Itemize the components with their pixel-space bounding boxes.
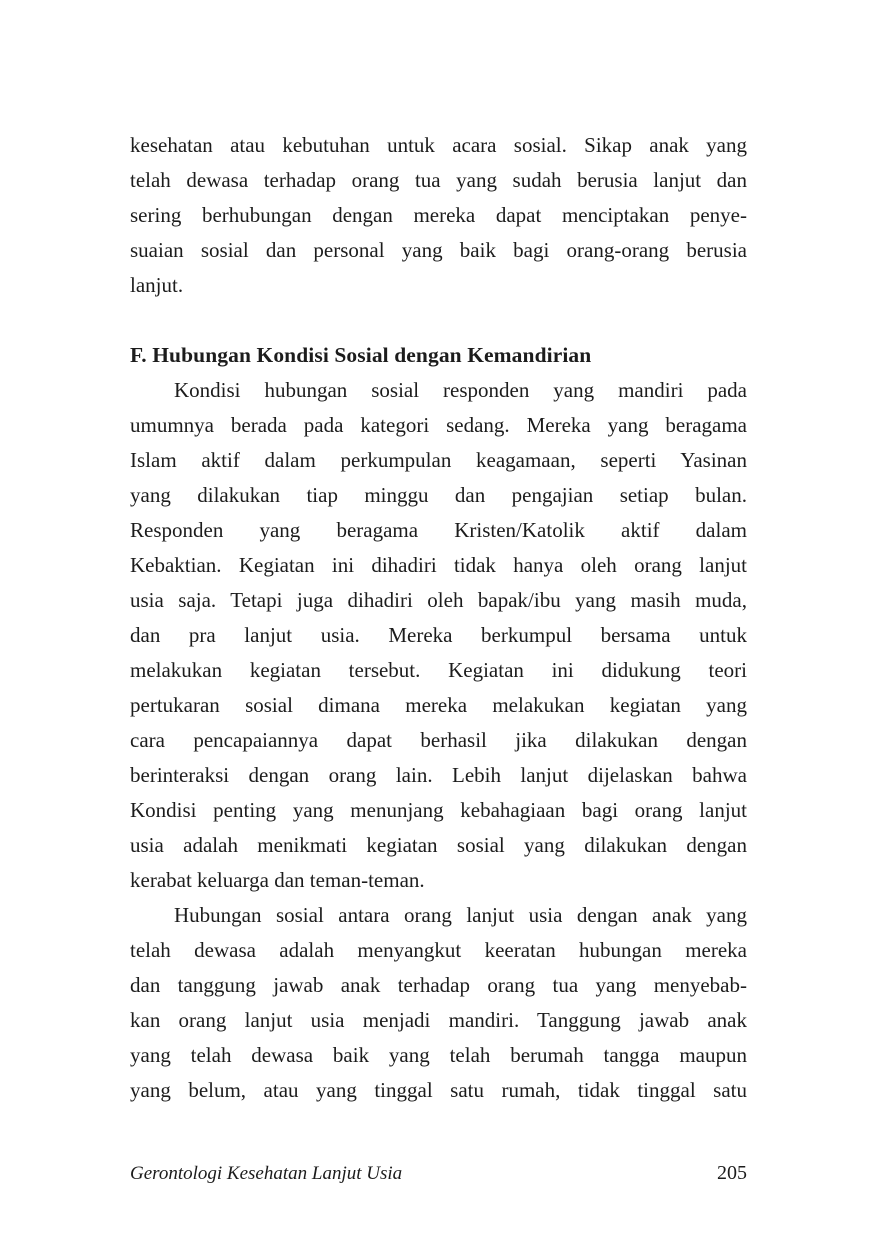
- text-line: usia saja. Tetapi juga dihadiri oleh bapak/ibu yang masih muda,: [130, 588, 747, 612]
- text-line: dan pra lanjut usia. Mereka berkumpul bersama untuk: [130, 623, 747, 647]
- text-line: umumnya berada pada kategori sedang. Mereka yang beragama: [130, 413, 747, 437]
- text-line: telah dewasa terhadap orang tua yang sudah berusia lanjut dan: [130, 168, 747, 192]
- page-footer: [130, 1160, 747, 1187]
- section-heading: F. Hubungan Kondisi Sosial dengan Kemandirian: [130, 343, 592, 367]
- text-line: pertukaran sosial dimana mereka melakukan kegiatan yang: [130, 693, 747, 717]
- text-line: kan orang lanjut usia menjadi mandiri. Tanggung jawab anak: [130, 1008, 747, 1032]
- footer-page-number: 205: [717, 1162, 747, 1184]
- paragraph-2: [130, 898, 747, 1108]
- text-line: Islam aktif dalam perkumpulan keagamaan, seperti Yasinan: [130, 448, 747, 472]
- text-line: berinteraksi dengan orang lain. Lebih lanjut dijelaskan bahwa: [130, 763, 747, 787]
- text-line: Kebaktian. Kegiatan ini dihadiri tidak hanya oleh orang lanjut: [130, 553, 747, 577]
- text-line: Hubungan sosial antara orang lanjut usia dengan anak yang: [174, 903, 747, 927]
- text-line: kerabat keluarga dan teman-teman.: [130, 868, 425, 892]
- paragraph-1: [130, 373, 747, 898]
- text-line: kesehatan atau kebutuhan untuk acara sosial. Sikap anak yang: [130, 133, 747, 157]
- text-line: sering berhubungan dengan mereka dapat menciptakan penye-: [130, 203, 747, 227]
- page-body: [130, 128, 747, 1108]
- footer-book-title: Gerontologi Kesehatan Lanjut Usia: [130, 1163, 403, 1184]
- text-line: telah dewasa adalah menyangkut keeratan hubungan mereka: [130, 938, 747, 962]
- text-line: Kondisi penting yang menunjang kebahagiaan bagi orang lanjut: [130, 798, 747, 822]
- text-line: yang telah dewasa baik yang telah berumah tangga maupun: [130, 1043, 747, 1067]
- text-line: yang dilakukan tiap minggu dan pengajian setiap bulan.: [130, 483, 747, 507]
- text-line: melakukan kegiatan tersebut. Kegiatan ini didukung teori: [130, 658, 747, 682]
- paragraph-continuation: [130, 128, 747, 303]
- text-line: dan tanggung jawab anak terhadap orang tua yang menyebab-: [130, 973, 747, 997]
- text-line: suaian sosial dan personal yang baik bagi orang-orang berusia: [130, 238, 747, 262]
- text-line: usia adalah menikmati kegiatan sosial yang dilakukan dengan: [130, 833, 747, 857]
- text-line: Kondisi hubungan sosial responden yang mandiri pada: [174, 378, 747, 402]
- text-line: yang belum, atau yang tinggal satu rumah, tidak tinggal satu: [130, 1078, 747, 1102]
- text-line: lanjut.: [130, 273, 184, 297]
- text-line: cara pencapaiannya dapat berhasil jika dilakukan dengan: [130, 728, 747, 752]
- text-line: Responden yang beragama Kristen/Katolik aktif dalam: [130, 518, 747, 542]
